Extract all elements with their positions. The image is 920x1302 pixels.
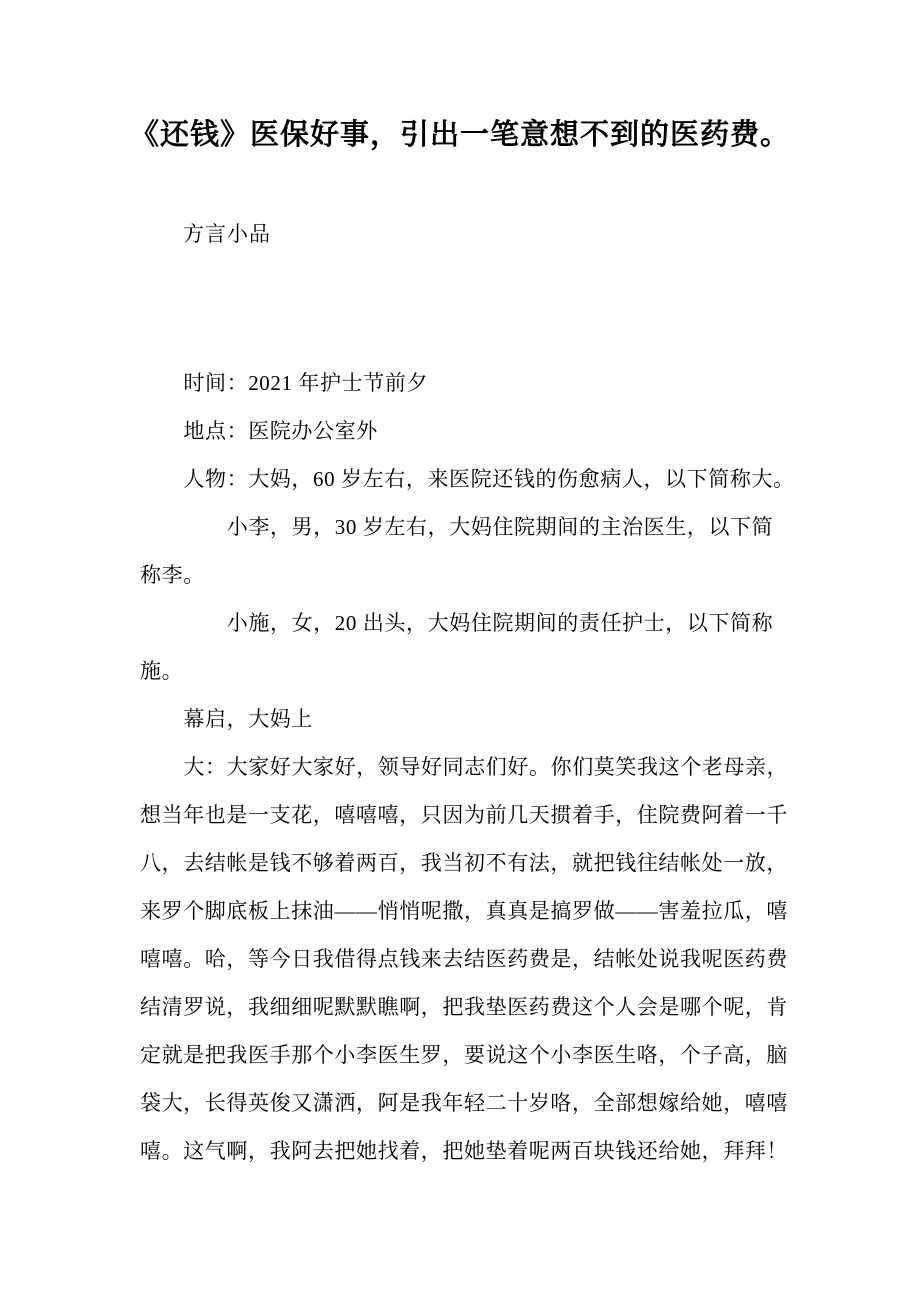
text-line: 称李。 xyxy=(140,563,205,587)
text-line: 时间：2021 年护士节前夕 xyxy=(183,371,429,395)
text-line: 想当年也是一支花，嘻嘻嘻，只因为前几天掼着手，住院费阿着一千 xyxy=(140,803,788,827)
text-line: 小李，男，30 岁左右，大妈住院期间的主治医生，以下简 xyxy=(226,515,774,539)
text-line: 定就是把我医手那个小李医生罗，要说这个小李医生咯，个子高，脑 xyxy=(140,1043,788,1067)
document-body xyxy=(140,359,820,1175)
text-line: 人物：大妈，60 岁左右，来医院还钱的伤愈病人，以下简称大。 xyxy=(183,467,795,491)
text-line: 嘻嘻。哈，等今日我借得点钱来去结医药费是，结帐处说我呢医药费 xyxy=(140,947,788,971)
document-title: 《还钱》医保好事，引出一笔意想不到的医药费。 xyxy=(129,119,790,151)
text-line: 结清罗说，我细细呢默默瞧啊，把我垫医药费这个人会是哪个呢，肯 xyxy=(140,995,788,1019)
text-line: 幕启，大妈上 xyxy=(183,707,313,731)
text-line: 来罗个脚底板上抹油——悄悄呢撒，真真是搞罗做——害羞拉瓜，嘻 xyxy=(140,899,788,923)
text-line: 大：大家好大家好，领导好同志们好。你们莫笑我这个老母亲， xyxy=(183,755,789,779)
text-line: 地点：医院办公室外 xyxy=(183,419,378,443)
text-line: 嘻。这气啊，我阿去把她找着，把她垫着呢两百块钱还给她，拜拜！ xyxy=(140,1139,788,1163)
text-line: 袋大，长得英俊又潇洒，阿是我年轻二十岁咯，全部想嫁给她，嘻嘻 xyxy=(140,1091,788,1115)
text-line: 施。 xyxy=(140,659,184,683)
text-line: 小施，女，20 出头，大妈住院期间的责任护士，以下简称 xyxy=(226,611,774,635)
text-line: 八，去结帐是钱不够着两百，我当初不有法，就把钱往结帐处一放， xyxy=(140,851,788,875)
document-subtitle: 方言小品 xyxy=(183,222,271,246)
